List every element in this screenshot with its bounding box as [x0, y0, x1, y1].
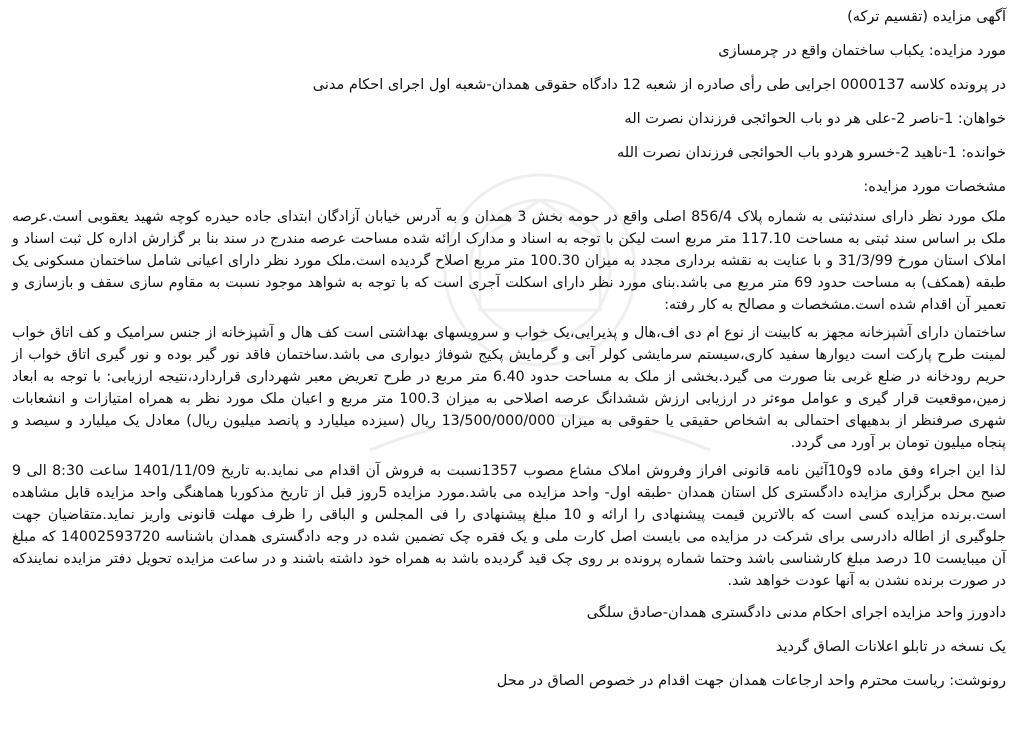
claimants-line: خواهان: 1-ناصر 2-علی هر دو باب الحوائجی فرزندان نصرت اله	[624, 111, 1006, 127]
notice-content	[12, 6, 1006, 692]
notice-board-note: یک نسخه در تابلو اعلانات الصاق گردید	[775, 639, 1006, 655]
bailiff-signature: دادورز واحد مزایده اجرای احکام مدنی دادگستری همدان-صادق سلگی	[586, 605, 1006, 621]
defendants-line: خوانده: 1-ناهید 2-خسرو هردو باب الحوائجی فرزندان نصرت الله	[617, 145, 1006, 161]
building-details-paragraph: ساختمان دارای آشپزخانه مجهز به کابینت از نوع ام دی اف،هال و پذیرایی،یک خواب و سرویسهای بهداشتی است کف هال و آشپزخانه از جنس سرامیک و کف اتاق خواب لمینت طرح پارکت است دیوارها سفید کاری،سیستم سرمایشی کولر آبی و گرمایش پکیج شوفاژ دیواری می باشد.ساختمان فاقد نور گیر بوده و نور گیری اتاق خواب از حریم رودخانه در ضلع غربی بنا صورت می گیرد.بخشی از ملک به مساحت حدود 6.40 متر مربع در طرح تعریض معبر شهرداری قراردارد،نتیجه ارزیابی: با توجه به ابعاد زمین،موقعیت قرار گیری و عوامل موءثر در ارزیابی ارزش ششدانگ عرصه اصلاحی به میزان 100.3 متر مربع و اعیان ملک مورد نظر به همراه امتیازات و انشعابات شهری صرفنظر از بدهیهای احتمالی به اشخاص حقیقی یا حقوقی به میزان 13/500/000/000 ریال (سیزده میلیارد و پانصد میلیون ریال) معادل یک میلیارد و سیصد و پنجاه میلیون تومان بر آورد می گردد.	[12, 325, 1006, 451]
carbon-copy-line: رونوشت: ریاست محترم واحد ارجاعات همدان جهت اقدام در خصوص الصاق در محل	[496, 673, 1006, 689]
auction-subject: مورد مزایده: یکباب ساختمان واقع در چرمسازی	[718, 43, 1006, 59]
auction-terms-paragraph: لذا این اجراء وفق ماده 9و10آئین نامه قانونی افراز وفروش املاک مشاع مصوب 1357نسبت به فروش آن اقدام می نماید.به تاریخ 1401/11/09 ساعت 8:30 الی 9 صبح محل برگزاری مزایده دادگستری کل استان همدان -طبقه اول- واحد مزایده می باشد.مورد مزایده 5روز قبل از تاریخ مذکوربا هماهنگی واحد مزایده قابل مشاهده است.برنده مزایده کسی است که بالاترین قیمت پیشنهادی را ارائه و 10 مبلغ پیشنهادی را فی المجلس و الباقی را ظرف مهلت قانونی واریز نماید.متقاضیان جهت جلوگیری از اطاله دادرسی برای شرکت در مزایده می بایست اصل کارت ملی و یک فقره چک تضمین شده در وجه دادگستری همدان باشناسه 14002593720 که مبلغ آن میبایست 10 درصد مبلغ کارشناسی باشد وحتما شماره پرونده بر روی چک قید گردیده باشد به همراه خود داشته باشند و در ساعت مزایده تحویل دفتر مزایده نمایندکه در صورت برنده نشدن به آنها عودت خواهد شد.	[12, 463, 1007, 589]
notice-title: آگهی مزایده (تقسیم ترکه)	[847, 9, 1006, 25]
specs-heading: مشخصات مورد مزایده:	[863, 179, 1006, 195]
property-description-paragraph: ملک مورد نظر دارای سندثبتی به شماره پلاک 856/4 اصلی واقع در حومه بخش 3 همدان و به آدرس خیابان آزادگان ابتدای جاده حیدره کوچه شهید یعقوبی است.عرصه ملک بر اساس سند ثبتی به مساحت 117.10 متر مربع است لیکن با توجه به اسناد و مدارک ارائه شده مساحت عرصه مندرج در سند بنا بر گزارش اداره کل ثبت اسناد و املاک استان مورخ 31/3/99 و با عنایت به نقشه برداری مجدد به میزان 100.30 متر مربع اصلاح گردیده است.ملک مورد نظر دارای اعیانی شامل ساختمان مسکونی یک طبقه (همکف) به مساحت حدود 69 متر مربع می باشد.بنای مورد نظر دارای اسکلت آجری است که با توجه به شواهد موجود نسبت به مقاوم سازی سقف و بازسازی و تعمیر آن اقدام شده است.مشخصات و مصالح به کار رفته:	[12, 209, 1007, 313]
case-file-line: در پرونده کلاسه 0000137 اجرایی طی رأی صادره از شعبه 12 دادگاه حقوقی همدان-شعبه اول اجرای احکام مدنی	[312, 77, 1006, 93]
